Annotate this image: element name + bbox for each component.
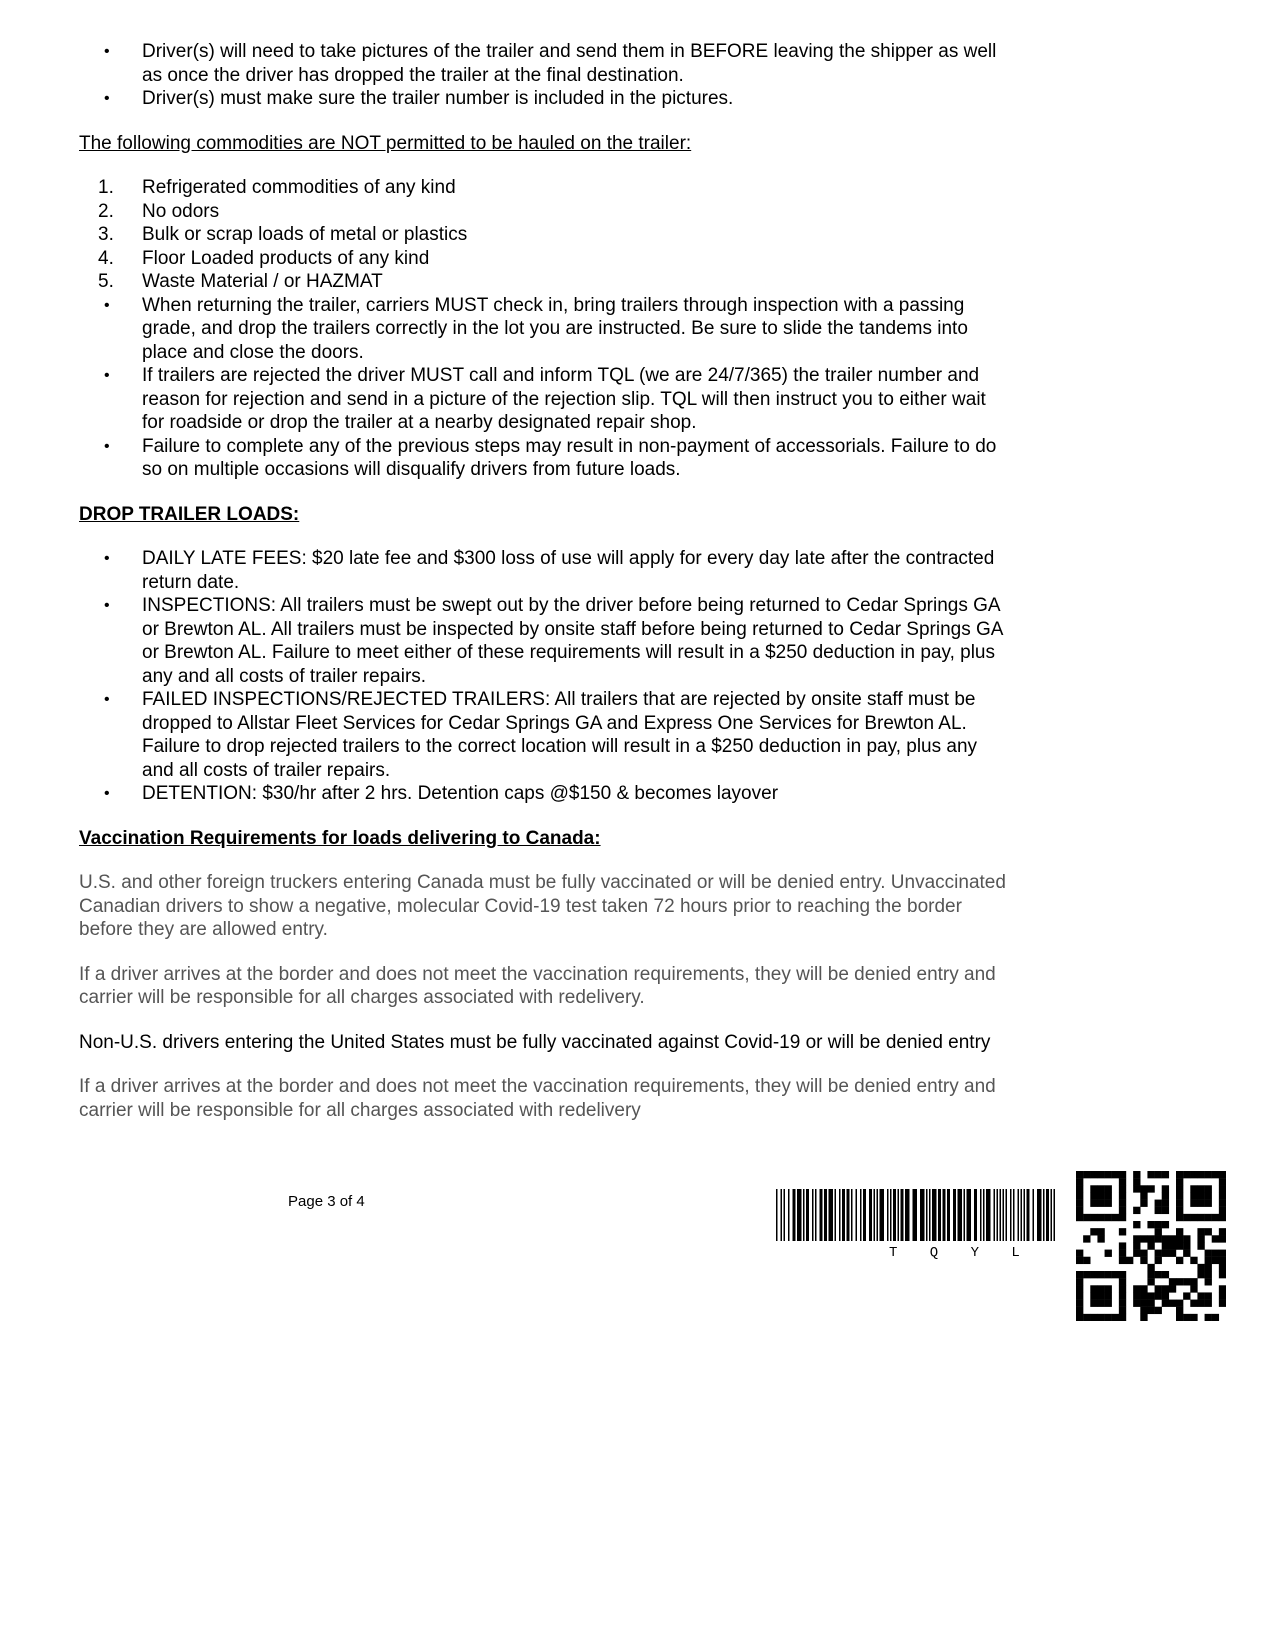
item-text: No odors	[142, 200, 220, 222]
text-line: If a driver arrives at the border and does not meet the vaccination requirements, they will be denied entry and	[79, 1076, 996, 1097]
text-line: place and close the doors.	[142, 341, 364, 363]
text-line: Failure to complete any of the previous steps may result in non-payment of accessorials. Failure to do	[142, 435, 997, 457]
list-item	[79, 547, 1109, 594]
bullet-icon: •	[104, 597, 110, 614]
item-number: 2.	[98, 200, 114, 222]
text-line: so on multiple occasions will disqualify drivers from future loads.	[142, 459, 681, 480]
text-line: If trailers are rejected the driver MUST call and inform TQL (we are 24/7/365) the trailer number and	[142, 365, 980, 386]
item-text: Refrigerated commodities of any kind	[142, 177, 456, 198]
numbered-item	[79, 176, 1109, 200]
item-number: 3.	[98, 224, 114, 245]
bullet-icon: •	[104, 296, 110, 314]
item-text: Bulk or scrap loads of metal or plastics	[142, 224, 468, 245]
text-line: carrier will be responsible for all charges associated with redelivery	[79, 1099, 641, 1121]
paragraph	[79, 871, 1109, 942]
text-line: When returning the trailer, carriers MUST check in, bring trailers through inspection with a passing	[142, 294, 965, 316]
bullet-icon: •	[104, 367, 110, 384]
list-item	[79, 782, 1109, 806]
text-line: and all costs of trailer repairs.	[142, 759, 391, 781]
list-item	[79, 688, 1109, 782]
bullet-icon: •	[104, 43, 110, 60]
text-line: or Brewton AL. Failure to meet either of these requirements will result in a $250 deduction in pay, plus	[142, 642, 995, 663]
barcode-text: T Q Y L	[889, 1245, 1032, 1261]
text-line: any and all costs of trailer repairs.	[142, 665, 427, 687]
numbered-item	[79, 200, 1109, 224]
item-text: Waste Material / or HAZMAT	[142, 271, 383, 292]
list-item	[79, 87, 1109, 111]
paragraph	[79, 1075, 1109, 1122]
list-item	[79, 294, 1109, 365]
bullet-icon: •	[104, 785, 110, 802]
text-line: DETENTION: $30/hr after 2 hrs. Detention caps @$150 & becomes layover	[142, 783, 779, 804]
bullet-icon: •	[104, 550, 110, 567]
text-line: return date.	[142, 571, 240, 593]
canada-heading: Vaccination Requirements for loads delivering to Canada:	[79, 827, 601, 849]
text-line: U.S. and other foreign truckers entering Canada must be fully vaccinated or will be denied entry. Unvaccinated	[79, 872, 1006, 893]
item-number: 1.	[98, 177, 114, 198]
text-line: DAILY LATE FEES: $20 late fee and $300 loss of use will apply for every day late after the contracted	[142, 548, 995, 569]
document-page	[79, 40, 1109, 1122]
bullet-icon: •	[104, 437, 110, 455]
text-line: before they are allowed entry.	[79, 919, 328, 940]
drop-trailer-heading: DROP TRAILER LOADS:	[79, 503, 300, 525]
numbered-item	[79, 223, 1109, 247]
text-line: carrier will be responsible for all charges associated with redelivery.	[79, 987, 645, 1008]
page-number: Page 3 of 4	[288, 1193, 365, 1210]
list-item	[79, 594, 1109, 688]
text-line: Driver(s) must make sure the trailer number is included in the pictures.	[142, 88, 734, 109]
paragraph: Non-U.S. drivers entering the United States must be fully vaccinated against Covid-19 or will be denied entry	[79, 1031, 991, 1053]
numbered-item	[79, 247, 1109, 271]
text-line: If a driver arrives at the border and does not meet the vaccination requirements, they will be denied entry and	[79, 963, 996, 985]
commodities-heading: The following commodities are NOT permitted to be hauled on the trailer:	[79, 132, 692, 154]
list-item	[79, 435, 1109, 482]
text-line: reason for rejection and send in a picture of the rejection slip. TQL will then instruct you to either wait	[142, 388, 986, 410]
text-line: dropped to Allstar Fleet Services for Cedar Springs GA and Express One Services for Brewton AL.	[142, 712, 967, 734]
paragraph	[79, 963, 1109, 1010]
list-item	[79, 364, 1109, 435]
text-line: Driver(s) will need to take pictures of the trailer and send them in BEFORE leaving the shipper as well	[142, 41, 997, 62]
item-text: Floor Loaded products of any kind	[142, 247, 430, 269]
text-line: grade, and drop the trailers correctly in the lot you are instructed. Be sure to slide the tandems into	[142, 318, 968, 339]
qr-code-icon	[1076, 1171, 1226, 1321]
text-line: or Brewton AL. All trailers must be inspected by onsite staff before being returned to Cedar Springs GA	[142, 618, 1004, 640]
text-line: for roadside or drop the trailer at a nearby designated repair shop.	[142, 412, 697, 433]
text-line: Canadian drivers to show a negative, molecular Covid-19 test taken 72 hours prior to reaching the border	[79, 895, 962, 917]
text-line: as once the driver has dropped the trailer at the final destination.	[142, 64, 684, 86]
text-line: Failure to drop rejected trailers to the correct location will result in a $250 deduction in pay, plus any	[142, 736, 978, 757]
bullet-icon: •	[104, 90, 110, 107]
item-number: 4.	[98, 247, 114, 269]
text-line: INSPECTIONS: All trailers must be swept out by the driver before being returned to Cedar Springs GA	[142, 595, 1001, 616]
bullet-icon: •	[104, 691, 110, 708]
numbered-item	[79, 270, 1109, 294]
list-item	[79, 40, 1109, 87]
text-line: FAILED INSPECTIONS/REJECTED TRAILERS: All trailers that are rejected by onsite staff must be	[142, 689, 976, 710]
item-number: 5.	[98, 271, 114, 292]
